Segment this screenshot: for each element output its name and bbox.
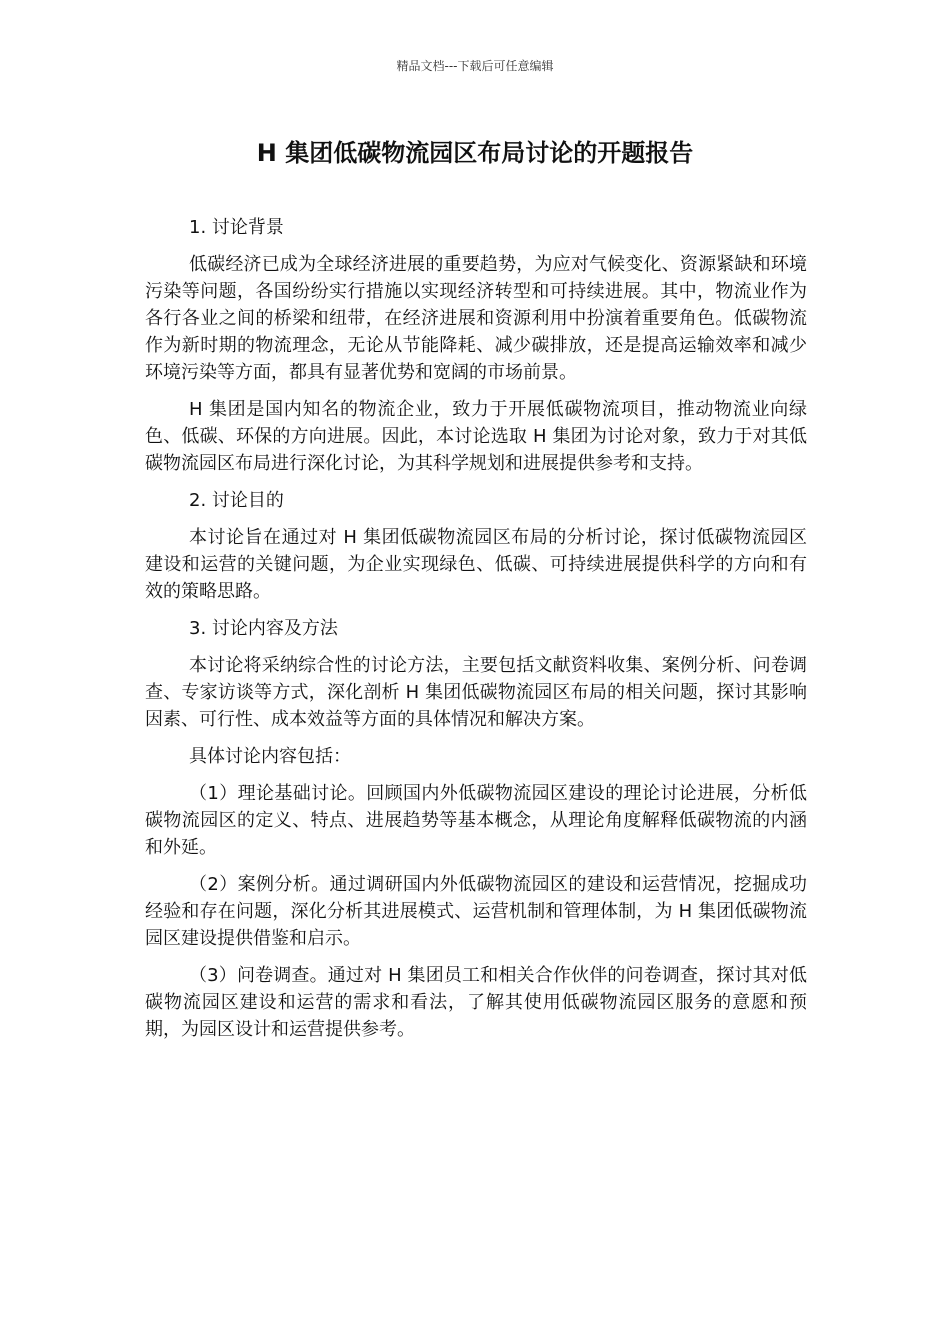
content-item-questionnaire: （3）问卷调查。通过对 H 集团员工和相关合作伙伴的问卷调查，探讨其对低碳物流园区建设和运营的需求和看法，了解其使用低碳物流园区服务的意愿和预期，为园区设计和运营提供参考。 bbox=[145, 965, 807, 1040]
purpose-paragraph: 本讨论旨在通过对 H 集团低碳物流园区布局的分析讨论，探讨低碳物流园区建设和运营的关键问题，为企业实现绿色、低碳、可持续进展提供科学的方向和有效的策略思路。 bbox=[145, 527, 807, 602]
document-title: H 集团低碳物流园区布局讨论的开题报告 bbox=[256, 139, 694, 167]
content-item-theory: （1）理论基础讨论。回顾国内外低碳物流园区建设的理论讨论进展，分析低碳物流园区的定义、特点、进展趋势等基本概念，从理论角度解释低碳物流的内涵和外延。 bbox=[145, 783, 807, 858]
document-body bbox=[145, 214, 807, 1053]
content-item-case-analysis: （2）案例分析。通过调研国内外低碳物流园区的建设和运营情况，挖掘成功经验和存在问题，深化分析其进展模式、运营机制和管理体制，为 H 集团低碳物流园区建设提供借鉴和启示。 bbox=[145, 874, 807, 949]
section-heading-purpose: 2. 讨论目的 bbox=[189, 490, 284, 511]
background-paragraph-2: H 集团是国内知名的物流企业，致力于开展低碳物流项目，推动物流业向绿色、低碳、环保的方向进展。因此，本讨论选取 H 集团为讨论对象，致力于对其低碳物流园区布局进行深化讨论，为其科学规划和进展提供参考和支持。 bbox=[145, 399, 807, 474]
content-intro-paragraph: 具体讨论内容包括： bbox=[189, 746, 351, 767]
background-paragraph-1: 低碳经济已成为全球经济进展的重要趋势，为应对气候变化、资源紧缺和环境污染等问题，各国纷纷实行措施以实现经济转型和可持续进展。其中，物流业作为各行各业之间的桥梁和纽带，在经济进展和资源利用中扮演着重要角色。低碳物流作为新时期的物流理念，无论从节能降耗、减少碳排放，还是提高运输效率和减少环境污染等方面，都具有显著优势和宽阔的市场前景。 bbox=[145, 254, 807, 383]
page-header-watermark: 精品文档---下载后可任意编辑 bbox=[396, 59, 554, 73]
section-heading-content-methods: 3. 讨论内容及方法 bbox=[189, 618, 338, 639]
section-heading-background: 1. 讨论背景 bbox=[189, 217, 284, 238]
methods-paragraph: 本讨论将采纳综合性的讨论方法，主要包括文献资料收集、案例分析、问卷调查、专家访谈等方式，深化剖析 H 集团低碳物流园区布局的相关问题，探讨其影响因素、可行性、成本效益等方面的具体情况和解决方案。 bbox=[145, 655, 807, 730]
